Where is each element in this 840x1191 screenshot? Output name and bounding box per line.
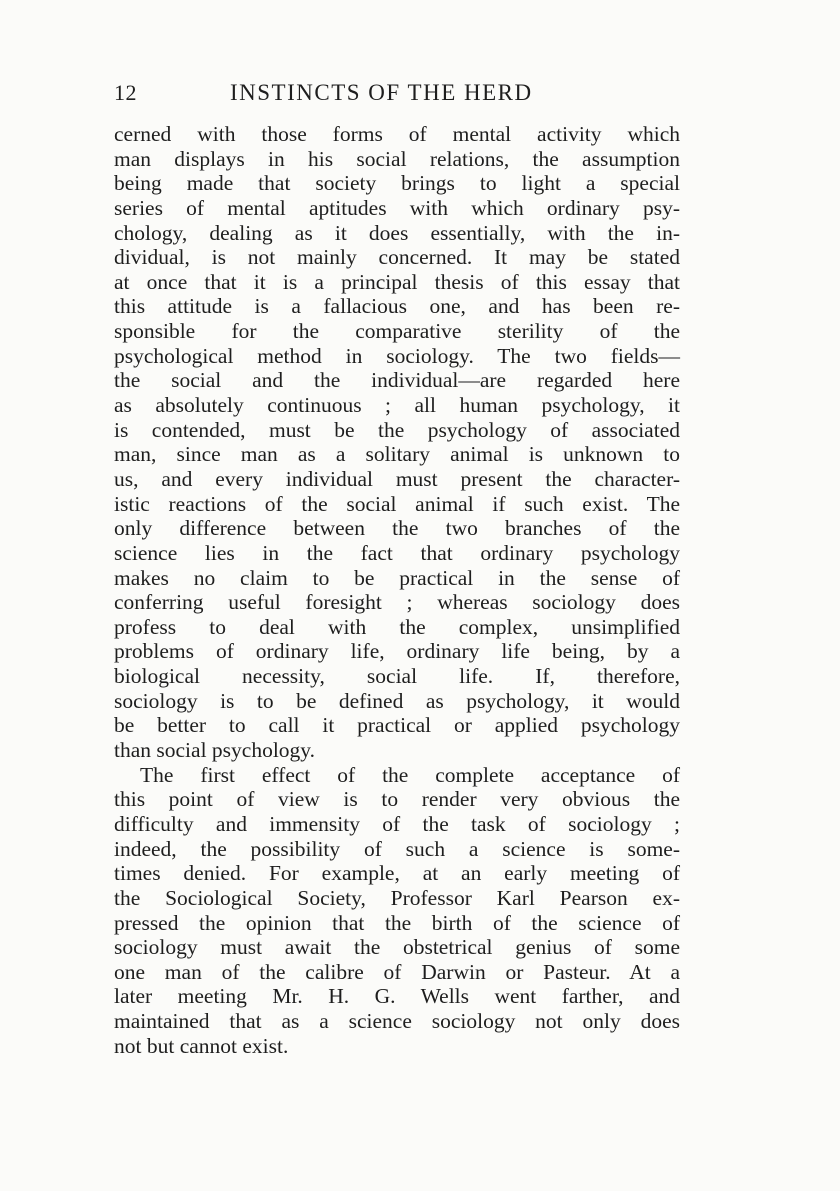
text-line: only difference between the two branches of the xyxy=(114,516,680,541)
text-line: be better to call it practical or applied psychology xyxy=(114,713,680,738)
text-line: the social and the individual—are regarded here xyxy=(114,368,680,393)
text-line: this point of view is to render very obvious the xyxy=(114,787,680,812)
text-line: being made that society brings to light a special xyxy=(114,171,680,196)
text-line: later meeting Mr. H. G. Wells went farther, and xyxy=(114,984,680,1009)
text-line: istic reactions of the social animal if such exist. The xyxy=(114,491,680,516)
text-line: psychological method in sociology. The two fields— xyxy=(114,343,680,368)
page-number: 12 xyxy=(114,80,137,105)
text-line: the Sociological Society, Professor Karl Pearson ex- xyxy=(114,885,680,910)
text-line: one man of the calibre of Darwin or Pasteur. At a xyxy=(114,959,680,984)
text-line: problems of ordinary life, ordinary life being, by a xyxy=(114,639,680,664)
body-text xyxy=(114,122,680,1058)
text-line: pressed the opinion that the birth of the science of xyxy=(114,910,680,935)
text-line: biological necessity, social life. If, therefore, xyxy=(114,664,680,689)
text-line: is contended, must be the psychology of associated xyxy=(114,417,680,442)
text-line: difficulty and immensity of the task of sociology ; xyxy=(114,811,680,836)
text-line: as absolutely continuous ; all human psychology, it xyxy=(114,393,680,418)
text-line: us, and every individual must present the character- xyxy=(114,466,680,491)
text-line: sociology must await the obstetrical genius of some xyxy=(114,935,680,960)
running-head: INSTINCTS OF THE HERD xyxy=(230,80,533,105)
text-line: man, since man as a solitary animal is unknown to xyxy=(114,442,680,467)
text-line: profess to deal with the complex, unsimplified xyxy=(114,614,680,639)
paragraph-end-line: not but cannot exist. xyxy=(114,1033,289,1058)
text-line: indeed, the possibility of such a science is some- xyxy=(114,836,680,861)
page-header xyxy=(114,80,680,108)
text-line: cerned with those forms of mental activity which xyxy=(114,122,680,146)
text-line: makes no claim to be practical in the sense of xyxy=(114,565,680,590)
text-line: conferring useful foresight ; whereas sociology does xyxy=(114,590,680,615)
text-line: times denied. For example, at an early meeting of xyxy=(114,861,680,886)
text-line: man displays in his social relations, the assumption xyxy=(114,146,680,171)
text-line: this attitude is a fallacious one, and has been re- xyxy=(114,294,680,319)
text-line: science lies in the fact that ordinary psychology xyxy=(114,540,680,565)
text-line: sponsible for the comparative sterility of the xyxy=(114,319,680,344)
text-line: series of mental aptitudes with which ordinary psy- xyxy=(114,195,680,220)
paragraph-end-line: than social psychology. xyxy=(114,738,316,763)
paragraph-start-line: The first effect of the complete acceptance of xyxy=(140,762,680,787)
text-line: maintained that as a science sociology not only does xyxy=(114,1009,680,1034)
text-line: chology, dealing as it does essentially, with the in- xyxy=(114,220,680,245)
text-line: sociology is to be defined as psychology, it would xyxy=(114,688,680,713)
text-line: dividual, is not mainly concerned. It may be stated xyxy=(114,245,680,270)
text-line: at once that it is a principal thesis of this essay that xyxy=(114,269,680,294)
